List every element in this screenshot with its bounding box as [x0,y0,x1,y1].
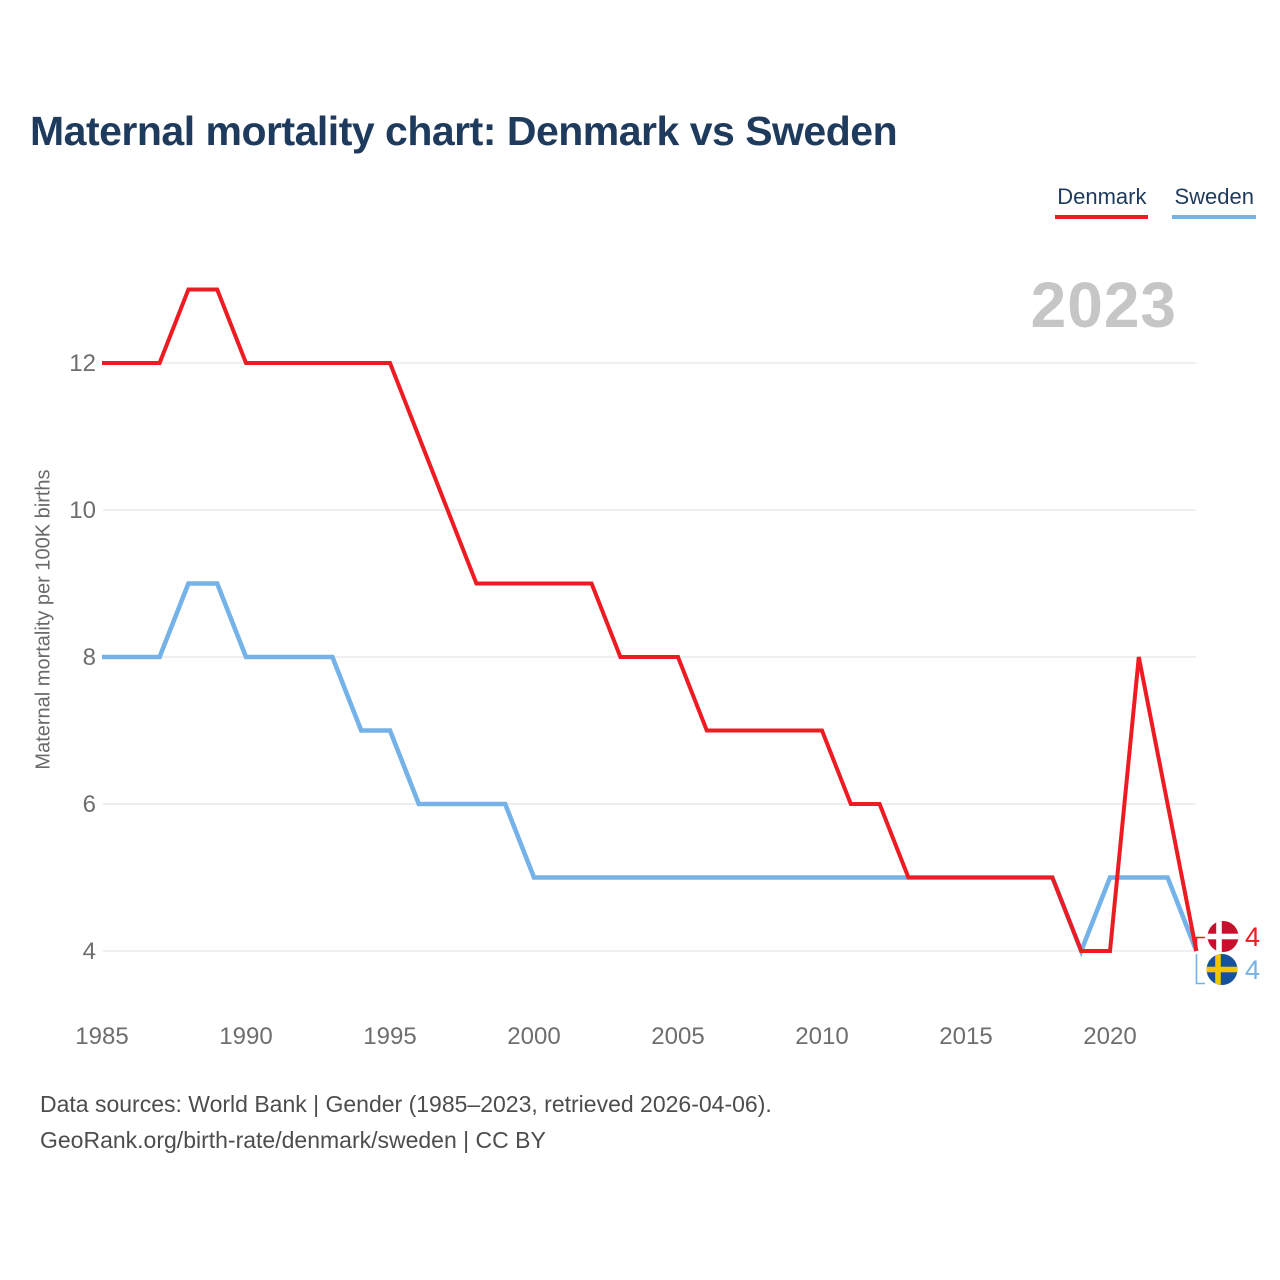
denmark-end-value: 4 [1245,922,1261,952]
legend-label-sweden: Sweden [1174,184,1254,209]
sweden-connector [1197,954,1206,984]
denmark-flag-icon [1208,921,1239,952]
x-tick-label: 2005 [651,1023,705,1050]
x-tick-label: 2010 [795,1023,849,1050]
x-tick-label: 2020 [1083,1023,1137,1050]
x-tick-label: 2000 [507,1023,561,1050]
sweden-end-value: 4 [1245,955,1261,985]
x-tick-label: 1990 [219,1023,273,1050]
y-tick-label: 8 [82,644,96,671]
sweden-line [102,584,1196,952]
y-axis-title: Maternal mortality per 100K births [32,469,55,770]
x-tick-label: 1985 [75,1023,129,1050]
footer [40,1086,772,1158]
denmark-connector [1197,938,1206,949]
footer-sources: Data sources: World Bank | Gender (1985–2023, retrieved 2026-04-06). [40,1091,772,1117]
page-title: Maternal mortality chart: Denmark vs Sweden [30,108,898,154]
y-tick-label: 4 [82,938,96,965]
x-tick-label: 1995 [363,1023,417,1050]
watermark-year: 2023 [1030,269,1177,341]
sweden-flag-icon [1207,954,1238,985]
legend-label-denmark: Denmark [1057,184,1147,209]
y-tick-label: 12 [69,350,96,377]
denmark-line [102,290,1196,952]
footer-attribution: GeoRank.org/birth-rate/denmark/sweden | CC BY [40,1127,546,1153]
y-tick-label: 10 [69,497,96,524]
x-tick-label: 2015 [939,1023,993,1050]
y-tick-label: 6 [82,791,96,818]
